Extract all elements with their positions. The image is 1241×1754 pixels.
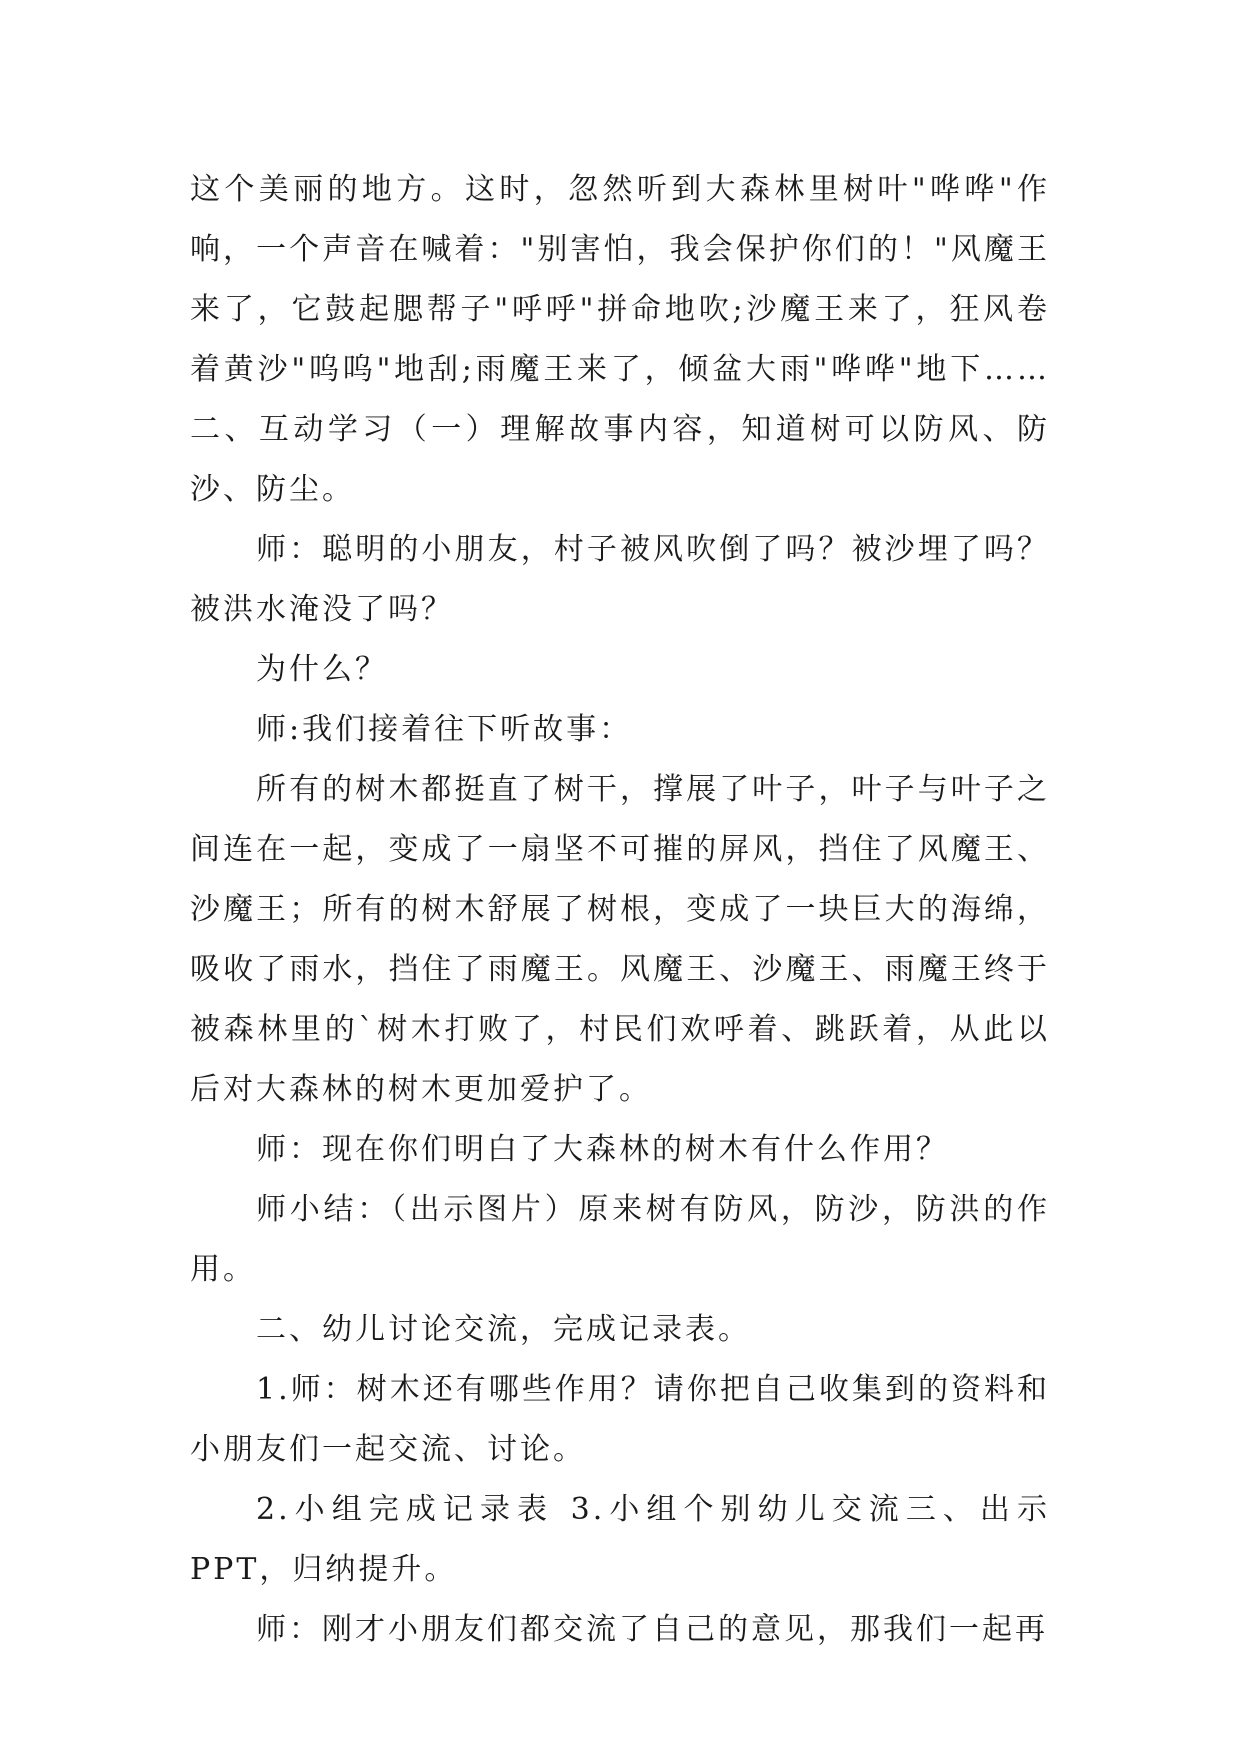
paragraph-trees-defeat: 所有的树木都挺直了树干，撑展了叶子，叶子与叶子之间连在一起，变成了一扇坚不可摧的屏风，挡住了风魔王、沙魔王；所有的树木舒展了树根，变成了一块巨大的海绵，吸收了雨水，挡住了雨魔王。风魔王、沙魔王、雨魔王终于被森林里的`树木打败了，村民们欢呼着、跳跃着，从此以后对大森林的树木更加爱护了。 <box>190 772 1050 1107</box>
body-text <box>190 160 1050 1660</box>
paragraph-why: 为什么？ <box>256 652 388 687</box>
paragraph-teacher-summary: 师小结：（出示图片）原来树有防风，防沙，防洪的作用。 <box>190 1192 1050 1287</box>
paragraph-story-continuation: 这个美丽的地方。这时，忽然听到大森林里树叶"哗哗"作响，一个声音在喊着："别害怕，我会保护你们的！"风魔王来了，它鼓起腮帮子"呼呼"拼命地吹;沙魔王来了，狂风卷着黄沙"呜呜"地刮;雨魔王来了，倾盆大雨"哗哗"地下……二、互动学习（一）理解故事内容，知道树可以防风、防沙、防尘。 <box>190 172 1050 507</box>
paragraph-teacher-final: 师：刚才小朋友们都交流了自己的意见，那我们一起再 <box>256 1612 1048 1647</box>
paragraph-teacher-ask-function: 师：现在你们明白了大森林的树木有什么作用？ <box>256 1132 949 1167</box>
paragraph-section-discussion: 二、幼儿讨论交流，完成记录表。 <box>256 1312 751 1347</box>
paragraph-teacher-question: 师：聪明的小朋友，村子被风吹倒了吗？被沙埋了吗？被洪水淹没了吗？ <box>190 532 1050 627</box>
paragraph-continue-story: 师:我们接着往下听故事： <box>256 712 633 747</box>
paragraph-step-1: 1.师：树木还有哪些作用？请你把自己收集到的资料和小朋友们一起交流、讨论。 <box>190 1372 1050 1467</box>
paragraph-step-2: 2.小组完成记录表 3.小组个别幼儿交流三、出示 PPT，归纳提升。 <box>190 1492 1050 1587</box>
